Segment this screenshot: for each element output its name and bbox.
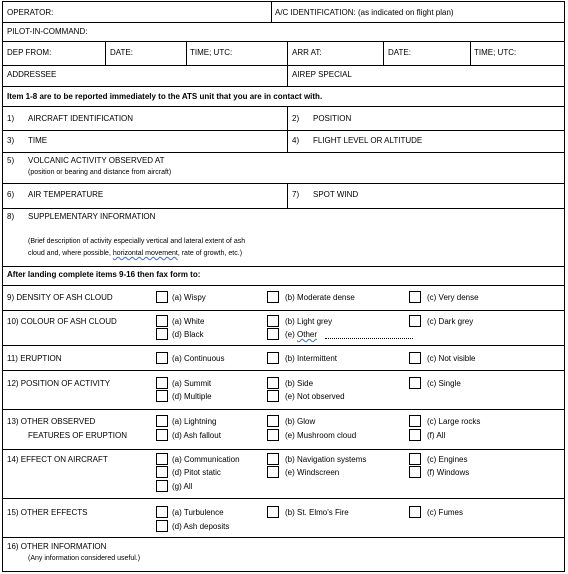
item-13-label: 13) OTHER OBSERVED (7, 417, 96, 426)
departure-time-label: TIME; UTC: (190, 48, 233, 57)
rule (383, 41, 384, 65)
all-features-label: (f) All (427, 431, 446, 440)
rule (287, 183, 288, 208)
item-11-label: 11) ERUPTION (7, 354, 62, 363)
all-features-checkbox[interactable] (409, 429, 421, 441)
navigation-systems-label: (b) Navigation systems (285, 455, 367, 464)
item-8-note-line2: cloud and, where possible, horizontal movement, rate of growth, etc.) (28, 250, 243, 257)
other-colour-write-in-line[interactable] (325, 338, 413, 339)
communication-label: (a) Communication (172, 455, 240, 464)
item-8-label: SUPPLEMENTARY INFORMATION (28, 212, 156, 221)
wispy-label: (a) Wispy (172, 293, 206, 302)
multiple-checkbox[interactable] (156, 390, 168, 402)
ash-fallout-checkbox[interactable] (156, 429, 168, 441)
lightning-label: (a) Lightning (172, 417, 217, 426)
item-5-number: 5) (7, 156, 15, 165)
rule (3, 266, 564, 267)
item-1-label: AIRCRAFT IDENTIFICATION (28, 114, 134, 123)
all-effects-checkbox[interactable] (156, 480, 168, 492)
item-8-note-line1: (Brief description of activity especially vertical and lateral extent of ash (28, 238, 246, 245)
side-label: (b) Side (285, 379, 314, 388)
pitot-static-label: (d) Pitot static (172, 468, 221, 477)
st-elmos-fire-label: (b) St. Elmo's Fire (285, 508, 349, 517)
ash-fallout-label: (d) Ash fallout (172, 431, 221, 440)
single-label: (c) Single (427, 379, 461, 388)
ash-deposits-label: (d) Ash deposits (172, 522, 230, 531)
item-14-label: 14) EFFECT ON AIRCRAFT (7, 455, 108, 464)
pitot-static-checkbox[interactable] (156, 466, 168, 478)
mushroom-cloud-checkbox[interactable] (267, 429, 279, 441)
rule (3, 310, 564, 311)
rule (3, 409, 564, 410)
aircraft-identification-label: A/C IDENTIFICATION: (as indicated on flight plan) (275, 8, 454, 17)
windows-label: (f) Windows (427, 468, 470, 477)
moderate-dense-checkbox[interactable] (267, 291, 279, 303)
continuous-checkbox[interactable] (156, 352, 168, 364)
departure-from-label: DEP FROM: (7, 48, 52, 57)
light-grey-label: (b) Light grey (285, 317, 333, 326)
item-3-label: TIME (28, 136, 48, 145)
windscreen-label: (e) Windscreen (285, 468, 340, 477)
item-5-label: VOLCANIC ACTIVITY OBSERVED AT (28, 156, 165, 165)
item-15-label: 15) OTHER EFFECTS (7, 508, 88, 517)
turbulence-checkbox[interactable] (156, 506, 168, 518)
arrival-date-label: DATE: (388, 48, 411, 57)
engines-checkbox[interactable] (409, 453, 421, 465)
rule (3, 22, 564, 23)
rule (3, 183, 564, 184)
multiple-label: (d) Multiple (172, 392, 212, 401)
summit-checkbox[interactable] (156, 377, 168, 389)
wispy-checkbox[interactable] (156, 291, 168, 303)
item-16-label: 16) OTHER INFORMATION (7, 542, 107, 551)
not-visible-label: (c) Not visible (427, 354, 476, 363)
item-2-label: POSITION (313, 114, 352, 123)
rule (287, 65, 288, 86)
st-elmos-fire-checkbox[interactable] (267, 506, 279, 518)
rule (271, 2, 272, 22)
rule (3, 345, 564, 346)
rule (3, 41, 564, 42)
rule (3, 449, 564, 450)
instruction-items-9-16: After landing complete items 9-16 then fax form to: (7, 270, 201, 279)
rule (287, 41, 288, 65)
dark-grey-checkbox[interactable] (409, 315, 421, 327)
departure-date-label: DATE: (110, 48, 133, 57)
fumes-label: (c) Fumes (427, 508, 463, 517)
item-10-label: 10) COLOUR OF ASH CLOUD (7, 317, 117, 326)
item-5-note: (position or bearing and distance from aircraft) (28, 169, 172, 176)
intermittent-checkbox[interactable] (267, 352, 279, 364)
addressee-label: ADDRESSEE (7, 70, 57, 79)
item-12-label: 12) POSITION OF ACTIVITY (7, 379, 111, 388)
dark-grey-label: (c) Dark grey (427, 317, 474, 326)
fumes-checkbox[interactable] (409, 506, 421, 518)
moderate-dense-label: (b) Moderate dense (285, 293, 355, 302)
not-observed-label: (e) Not observed (285, 392, 345, 401)
instruction-items-1-8: Item 1-8 are to be reported immediately to the ATS unit that you are in contact with. (7, 92, 323, 101)
very-dense-label: (c) Very dense (427, 293, 479, 302)
windows-checkbox[interactable] (409, 466, 421, 478)
rule (3, 498, 564, 499)
rule (287, 106, 288, 152)
communication-checkbox[interactable] (156, 453, 168, 465)
item-16-note: (Any information considered useful.) (28, 555, 141, 562)
lightning-checkbox[interactable] (156, 415, 168, 427)
rule (105, 41, 106, 65)
very-dense-checkbox[interactable] (409, 291, 421, 303)
all-effects-label: (g) All (172, 482, 193, 491)
rule (3, 130, 564, 131)
rule (3, 65, 564, 66)
glow-label: (b) Glow (285, 417, 316, 426)
rule (3, 86, 564, 87)
item-4-number: 4) (292, 136, 300, 145)
not-observed-checkbox[interactable] (267, 390, 279, 402)
item-6-label: AIR TEMPERATURE (28, 190, 104, 199)
item-8-number: 8) (7, 212, 15, 221)
operator-label: OPERATOR: (7, 8, 54, 17)
not-visible-checkbox[interactable] (409, 352, 421, 364)
item-6-number: 6) (7, 190, 15, 199)
volcanic-activity-report-form (2, 1, 565, 572)
item-1-number: 1) (7, 114, 15, 123)
black-label: (d) Black (172, 330, 204, 339)
item-4-label: FLIGHT LEVEL OR ALTITUDE (313, 136, 423, 145)
white-label: (a) White (172, 317, 205, 326)
ash-deposits-checkbox[interactable] (156, 520, 168, 532)
large-rocks-checkbox[interactable] (409, 415, 421, 427)
navigation-systems-checkbox[interactable] (267, 453, 279, 465)
rule (3, 208, 564, 209)
turbulence-label: (a) Turbulence (172, 508, 224, 517)
item-7-label: SPOT WIND (313, 190, 359, 199)
pilot-in-command-label: PILOT-IN-COMMAND: (7, 27, 88, 36)
other-colour-label: (e) Other (285, 330, 318, 339)
windscreen-checkbox[interactable] (267, 466, 279, 478)
rule (186, 41, 187, 65)
rule (3, 285, 564, 286)
rule (3, 106, 564, 107)
engines-label: (c) Engines (427, 455, 468, 464)
item-7-number: 7) (292, 190, 300, 199)
mushroom-cloud-label: (e) Mushroom cloud (285, 431, 357, 440)
other-colour-checkbox[interactable] (267, 328, 279, 340)
rule (470, 41, 471, 65)
summit-label: (a) Summit (172, 379, 212, 388)
glow-checkbox[interactable] (267, 415, 279, 427)
item-2-number: 2) (292, 114, 300, 123)
item-13-label-line2: FEATURES OF ERUPTION (28, 431, 127, 440)
airep-special-label: AIREP SPECIAL (292, 70, 352, 79)
black-checkbox[interactable] (156, 328, 168, 340)
item-3-number: 3) (7, 136, 15, 145)
light-grey-checkbox[interactable] (267, 315, 279, 327)
single-checkbox[interactable] (409, 377, 421, 389)
continuous-label: (a) Continuous (172, 354, 225, 363)
rule (3, 152, 564, 153)
arrival-time-label: TIME; UTC: (474, 48, 517, 57)
large-rocks-label: (c) Large rocks (427, 417, 481, 426)
side-checkbox[interactable] (267, 377, 279, 389)
intermittent-label: (b) Intermittent (285, 354, 338, 363)
arrival-at-label: ARR AT: (292, 48, 322, 57)
white-checkbox[interactable] (156, 315, 168, 327)
rule (3, 537, 564, 538)
item-9-label: 9) DENSITY OF ASH CLOUD (7, 293, 113, 302)
rule (3, 370, 564, 371)
